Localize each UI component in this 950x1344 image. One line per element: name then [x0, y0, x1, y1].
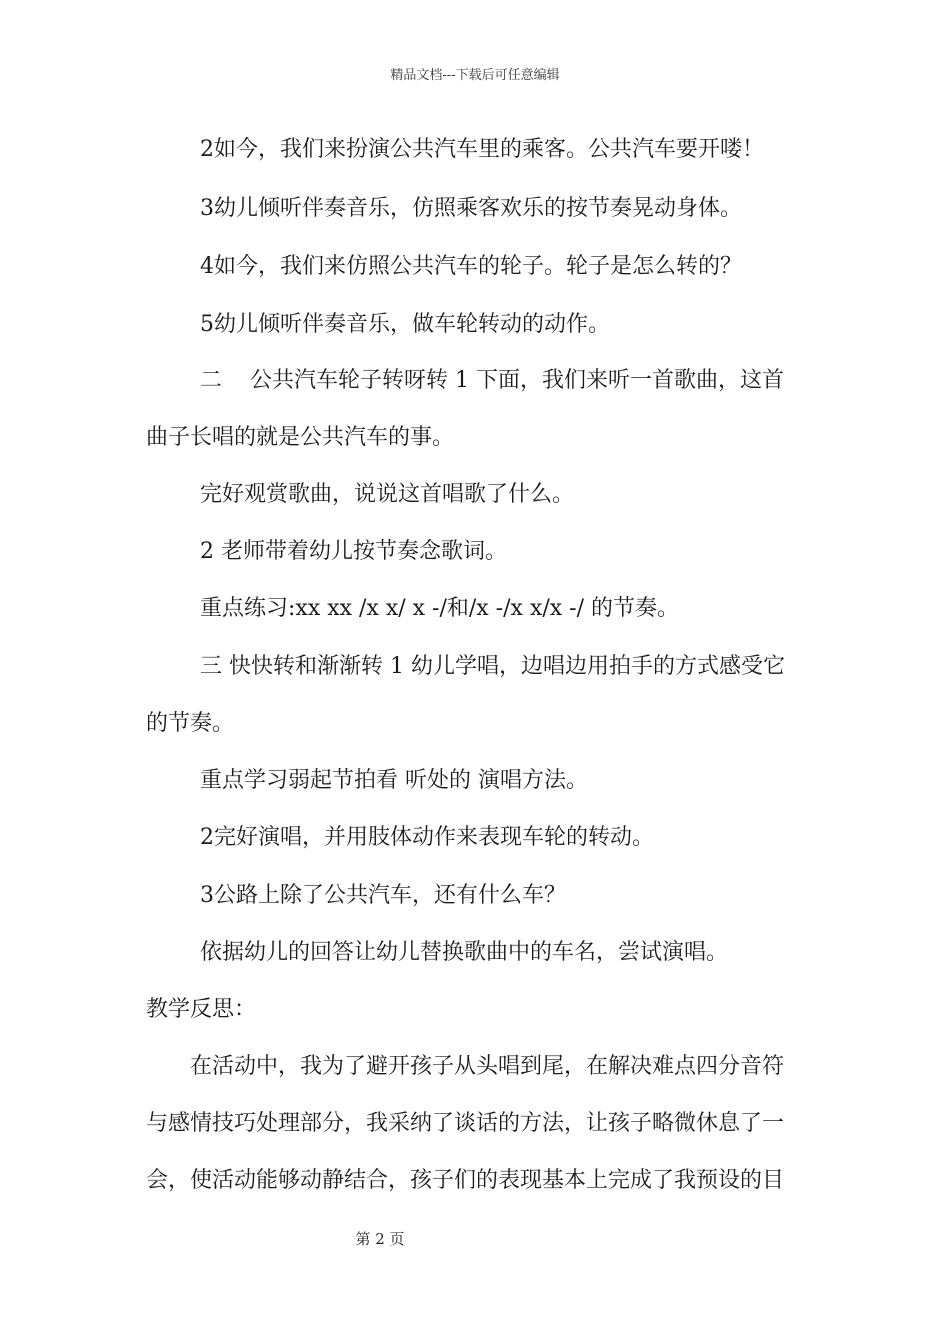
body-line: 依据幼儿的回答让幼儿替换歌曲中的车名，尝试演唱。 — [200, 940, 729, 965]
body-line: 重点练习:xx xx /x x/ x -/和/x -/x x/x -/ 的节奏。 — [200, 596, 680, 621]
body-line: 的节奏。 — [146, 711, 235, 736]
page-header: 精品文档---下载后可任意编辑 — [390, 68, 560, 83]
body-line: 5幼儿倾听伴奏音乐，做车轮转动的动作。 — [200, 312, 610, 337]
body-line: 2完好演唱，并用肢体动作来表现车轮的转动。 — [200, 825, 654, 850]
body-line: 完好观赏歌曲，说说这首唱歌了什么。 — [200, 482, 575, 507]
body-line: 2如今，我们来扮演公共汽车里的乘客。公共汽车要开喽！ — [200, 137, 764, 162]
body-line: 4如今，我们来仿照公共汽车的轮子。轮子是怎么转的？ — [200, 254, 742, 279]
body-line: 2 老师带着幼儿按节奏念歌词。 — [200, 539, 507, 564]
reflection-heading: 教学反思： — [146, 997, 257, 1022]
body-line: 3公路上除了公共汽车，还有什么车？ — [200, 883, 566, 908]
body-line: 会，使活动能够动静结合，孩子们的表现基本上完成了我预设的目 — [146, 1168, 785, 1193]
body-line: 重点学习弱起节拍看 听处的 演唱方法。 — [200, 768, 588, 793]
body-line: 曲子长唱的就是公共汽车的事。 — [146, 425, 455, 450]
body-line: 与感情技巧处理部分，我采纳了谈话的方法，让孩子略微休息了一 — [146, 1111, 785, 1136]
section-heading-line: 二 公共汽车轮子转呀转 1 下面，我们来听一首歌曲，这首 — [200, 368, 784, 393]
body-line: 3幼儿倾听伴奏音乐，仿照乘客欢乐的按节奏晃动身体。 — [200, 196, 742, 221]
page-number: 第 2 页 — [355, 1230, 405, 1248]
section-heading-line: 三 快快转和渐渐转 1 幼儿学唱，边唱边用拍手的方式感受它 — [200, 654, 785, 679]
body-line: 在活动中，我为了避开孩子从头唱到尾，在解决难点四分音符 — [190, 1054, 785, 1079]
